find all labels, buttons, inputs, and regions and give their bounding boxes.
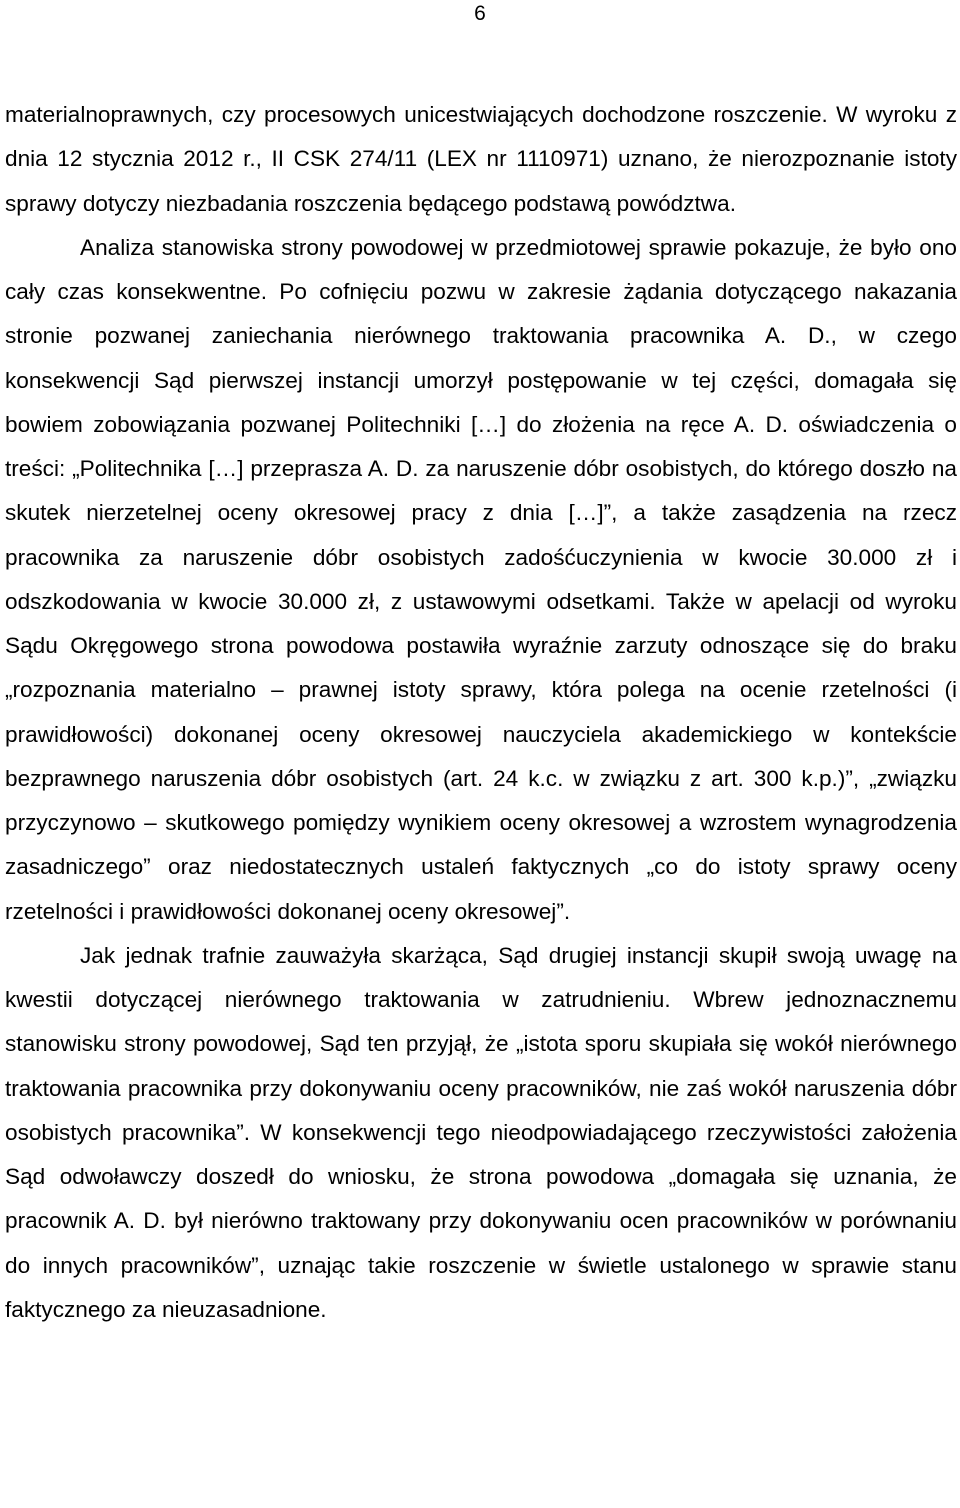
document-body xyxy=(5,93,957,1332)
paragraph-2: Analiza stanowiska strony powodowej w przedmiotowej sprawie pokazuje, że było ono cały czas konsekwentne. Po cofnięciu pozwu w zakresie żądania dotyczącego nakazania stronie pozwanej zaniechania nierównego traktowania pracownika A. D., w czego konsekwencji Sąd pierwszej instancji umorzył postępowanie w tej części, domagała się bowiem zobowiązania pozwanej Politechniki […] do złożenia na ręce A. D. oświadczenia o treści: „Politechnika […] przeprasza A. D. za naruszenie dóbr osobistych, do którego doszło na skutek nierzetelnej oceny okresowej pracy z dnia […]”, a także zasądzenia na rzecz pracownika za naruszenie dóbr osobistych zadośćuczynienia w kwocie 30.000 zł i odszkodowania w kwocie 30.000 zł, z ustawowymi odsetkami. Także w apelacji od wyroku Sądu Okręgowego strona powodowa postawiła wyraźnie zarzuty odnoszące się do braku „rozpoznania materialno – prawnej istoty sprawy, która polega na ocenie rzetelności (i prawidłowości) dokonanej oceny okresowej nauczyciela akademickiego w kontekście bezprawnego naruszenia dóbr osobistych (art. 24 k.c. w związku z art. 300 k.p.)”, „związku przyczynowo – skutkowego pomiędzy wynikiem oceny okresowej a wzrostem wynagrodzenia zasadniczego” oraz niedostatecznych ustaleń faktycznych „co do istoty sprawy oceny rzetelności i prawidłowości dokonanej oceny okresowej”. xyxy=(5,234,957,924)
paragraph-3: Jak jednak trafnie zauważyła skarżąca, Sąd drugiej instancji skupił swoją uwagę na kwestii dotyczącej nierównego traktowania w zatrudnieniu. Wbrew jednoznacznemu stanowisku strony powodowej, Sąd ten przyjął, że „istota sporu skupiała się wokół nierównego traktowania pracownika przy dokonywaniu oceny pracowników, nie zaś wokół naruszenia dóbr osobistych pracownika”. W konsekwencji tego nieodpowiadającego rzeczywistości założenia Sąd odwoławczy doszedł do wniosku, że strona powodowa „domagała się uznania, że pracownik A. D. był nierówno traktowany przy dokonywaniu ocen pracowników w porównaniu do innych pracowników”, uznając takie roszczenie w świetle ustalonego w sprawie stanu faktycznego za nieuzasadnione. xyxy=(5,942,957,1322)
page-number: 6 xyxy=(474,2,486,25)
paragraph-1: materialnoprawnych, czy procesowych unicestwiających dochodzone roszczenie. W wyroku z dnia 12 stycznia 2012 r., II CSK 274/11 (LEX nr 1110971) uznano, że nierozpoznanie istoty sprawy dotyczy niezbadania roszczenia będącego podstawą powództwa. xyxy=(5,102,957,216)
